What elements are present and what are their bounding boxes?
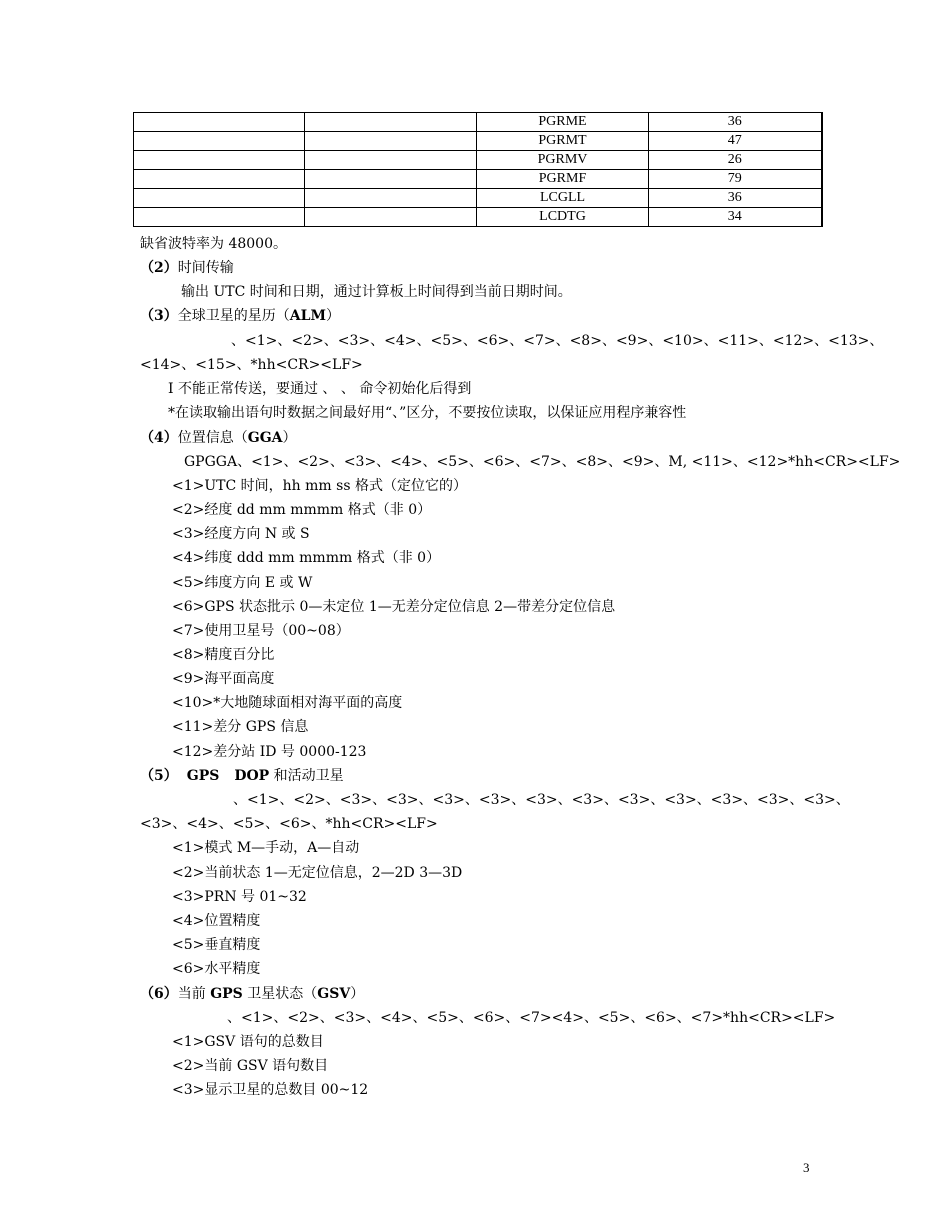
list-item: <5>纬度方向 E 或 W xyxy=(172,575,313,591)
list-item: <2>当前 GSV 语句数目 xyxy=(172,1058,329,1074)
message-name: PGRME xyxy=(477,113,649,132)
list-item: <3>经度方向 N 或 S xyxy=(172,526,310,542)
list-item: <10>*大地随球面相对海平面的高度 xyxy=(172,695,403,711)
page-number: 3 xyxy=(803,1160,810,1175)
table-row xyxy=(134,151,822,170)
format-line: <3>、<4>、<5>、<6>、*hh<CR><LF> xyxy=(140,816,438,832)
list-item: <3>显示卫星的总数目 00~12 xyxy=(172,1082,369,1098)
list-item: <12>差分站 ID 号 0000-123 xyxy=(172,744,367,760)
message-name: PGRMF xyxy=(477,170,649,189)
message-value: 34 xyxy=(649,208,822,227)
list-item: <2>经度 dd mm mmmm 格式（非 0） xyxy=(172,502,432,518)
list-item: <5>垂直精度 xyxy=(172,937,261,953)
table-row xyxy=(134,170,822,189)
section-heading: （3）全球卫星的星历（ALM） xyxy=(140,308,340,324)
message-value: 79 xyxy=(649,170,822,189)
list-item: <4>位置精度 xyxy=(172,913,261,929)
list-item: <1>模式 M—手动，A—自动 xyxy=(172,840,360,856)
format-line: <14>、<15>、*hh<CR><LF> xyxy=(140,357,363,373)
list-item: <6>GPS 状态批示 0—未定位 1—无差分定位信息 2—带差分定位信息 xyxy=(172,599,616,615)
message-name: PGRMV xyxy=(477,151,649,170)
format-line: 、<1>、<2>、<3>、<4>、<5>、<6>、<7>、<8>、<9>、<10>、<11>、<12>、<13>、 xyxy=(231,333,884,349)
note-line: I 不能正常传送，要通过 、 、 命令初始化后得到 xyxy=(168,381,472,397)
table-row xyxy=(134,189,822,208)
list-item: <3>PRN 号 01~32 xyxy=(172,889,307,905)
baud-note: 缺省波特率为 48000。 xyxy=(140,236,287,252)
section-heading: （6）当前 GPS 卫星状态（GSV） xyxy=(140,986,365,1002)
message-value: 26 xyxy=(649,151,822,170)
list-item: <7>使用卫星号（00~08） xyxy=(172,623,350,639)
list-item: <2>当前状态 1—无定位信息，2—2D 3—3D xyxy=(172,865,463,881)
section-heading: （2）时间传输 xyxy=(140,260,234,276)
list-item: <1>GSV 语句的总数目 xyxy=(172,1034,324,1050)
table-row xyxy=(134,208,822,227)
message-value: 47 xyxy=(649,132,822,151)
table-row xyxy=(134,113,822,132)
format-line: 、<1>、<2>、<3>、<3>、<3>、<3>、<3>、<3>、<3>、<3>、<3>、<3>、<3>、 xyxy=(233,792,850,808)
section-heading: （5） GPS DOP 和活动卫星 xyxy=(140,768,344,784)
message-table xyxy=(133,112,823,227)
paragraph: 输出 UTC 时间和日期，通过计算板上时间得到当前日期时间。 xyxy=(181,284,572,300)
message-value: 36 xyxy=(649,113,822,132)
list-item: <8>精度百分比 xyxy=(172,647,275,663)
message-name: PGRMT xyxy=(477,132,649,151)
list-item: <1>UTC 时间，hh mm ss 格式（定位它的） xyxy=(172,478,467,494)
message-name: LCDTG xyxy=(477,208,649,227)
list-item: <4>纬度 ddd mm mmmm 格式（非 0） xyxy=(172,550,441,566)
format-line: 、<1>、<2>、<3>、<4>、<5>、<6>、<7><4>、<5>、<6>、<7>*hh<CR><LF> xyxy=(227,1010,836,1026)
table-row xyxy=(134,132,822,151)
message-value: 36 xyxy=(649,189,822,208)
format-line: GPGGA、<1>、<2>、<3>、<4>、<5>、<6>、<7>、<8>、<9>、M, <11>、<12>*hh<CR><LF> xyxy=(184,454,901,470)
section-heading: （4）位置信息（GGA） xyxy=(140,430,297,446)
list-item: <11>差分 GPS 信息 xyxy=(172,719,309,735)
note-line: *在读取输出语句时数据之间最好用“、”区分，不要按位读取，以保证应用程序兼容性 xyxy=(168,405,687,421)
list-item: <6>水平精度 xyxy=(172,961,261,977)
list-item: <9>海平面高度 xyxy=(172,671,275,687)
message-name: LCGLL xyxy=(477,189,649,208)
